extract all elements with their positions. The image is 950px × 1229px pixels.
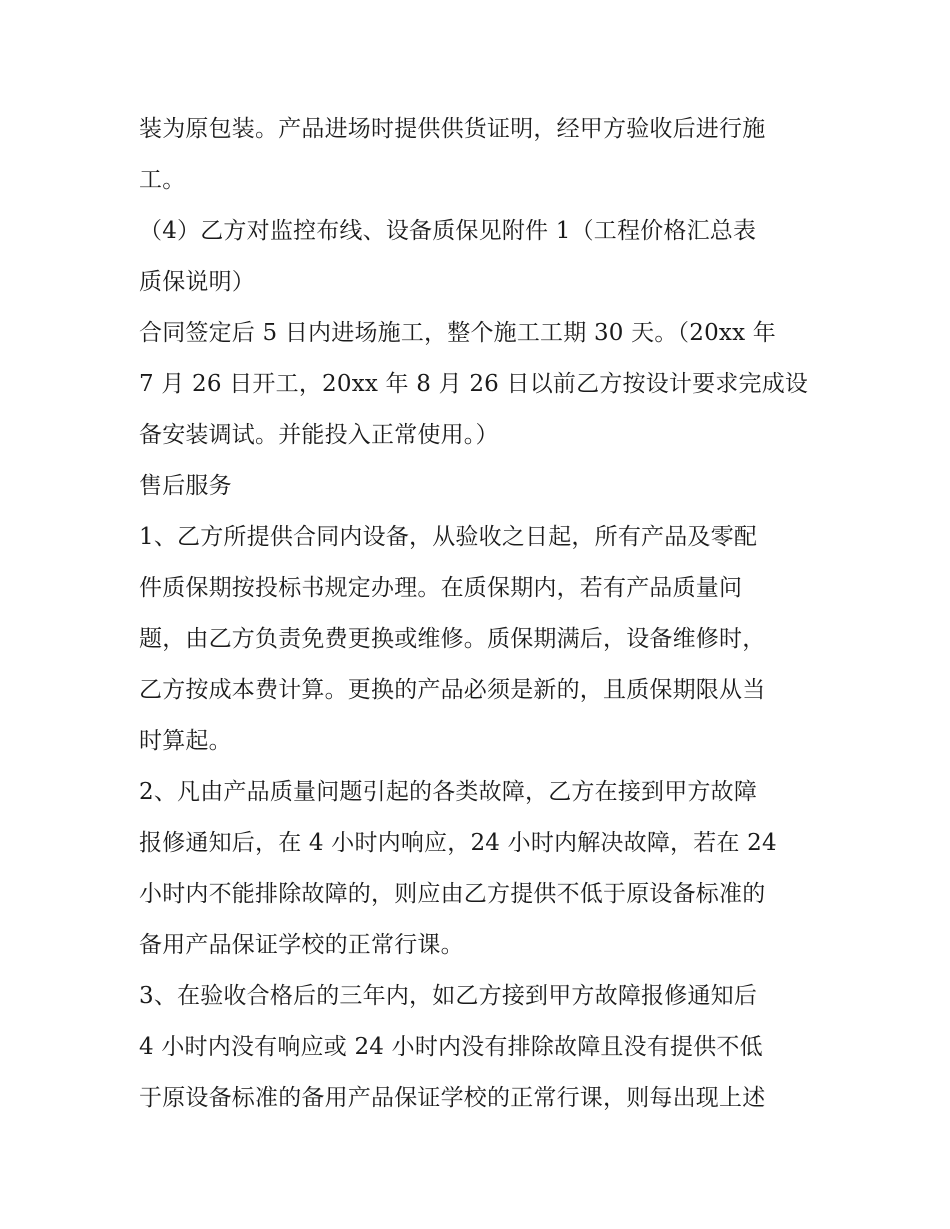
paragraph-line: 件质保期按投标书规定办理。在质保期内，若有产品质量问 — [139, 575, 743, 601]
paragraph-line: 乙方按成本费计算。更换的产品必须是新的，且质保期限从当 — [139, 677, 766, 703]
paragraph-line: 备用产品保证学校的正常行课。 — [139, 932, 464, 958]
paragraph-line: 备安装调试。并能投入正常使用。） — [139, 422, 499, 448]
paragraph-line: 合同签定后 5 日内进场施工，整个施工工期 30 天。（20xx 年 — [139, 320, 776, 346]
paragraph-line: 7 月 26 日开工，20xx 年 8 月 26 日以前乙方按设计要求完成设 — [139, 371, 809, 397]
paragraph-line: （4）乙方对监控布线、设备质保见附件 1（工程价格汇总表 — [139, 218, 757, 244]
paragraph-line: 1、乙方所提供合同内设备，从验收之日起，所有产品及零配 — [139, 524, 758, 550]
paragraph-line: 4 小时内没有响应或 24 小时内没有排除故障且没有提供不低 — [139, 1034, 763, 1060]
paragraph-line: 装为原包装。产品进场时提供供货证明，经甲方验收后进行施 — [139, 116, 766, 142]
paragraph-line: 质保说明） — [139, 269, 255, 295]
document-body — [139, 104, 819, 1124]
paragraph-line: 小时内不能排除故障的，则应由乙方提供不低于原设备标准的 — [139, 881, 766, 907]
paragraph-line: 工。 — [139, 167, 186, 193]
section-heading: 售后服务 — [139, 473, 232, 499]
paragraph-line: 时算起。 — [139, 728, 232, 754]
paragraph-line: 题，由乙方负责免费更换或维修。质保期满后，设备维修时， — [139, 626, 766, 652]
paragraph-line: 2、凡由产品质量问题引起的各类故障，乙方在接到甲方故障 — [139, 779, 758, 805]
paragraph-line: 3、在验收合格后的三年内，如乙方接到甲方故障报修通知后 — [139, 983, 758, 1009]
paragraph-line: 报修通知后，在 4 小时内响应，24 小时内解决故障，若在 24 — [139, 830, 777, 856]
paragraph-line: 于原设备标准的备用产品保证学校的正常行课，则每出现上述 — [139, 1085, 766, 1111]
